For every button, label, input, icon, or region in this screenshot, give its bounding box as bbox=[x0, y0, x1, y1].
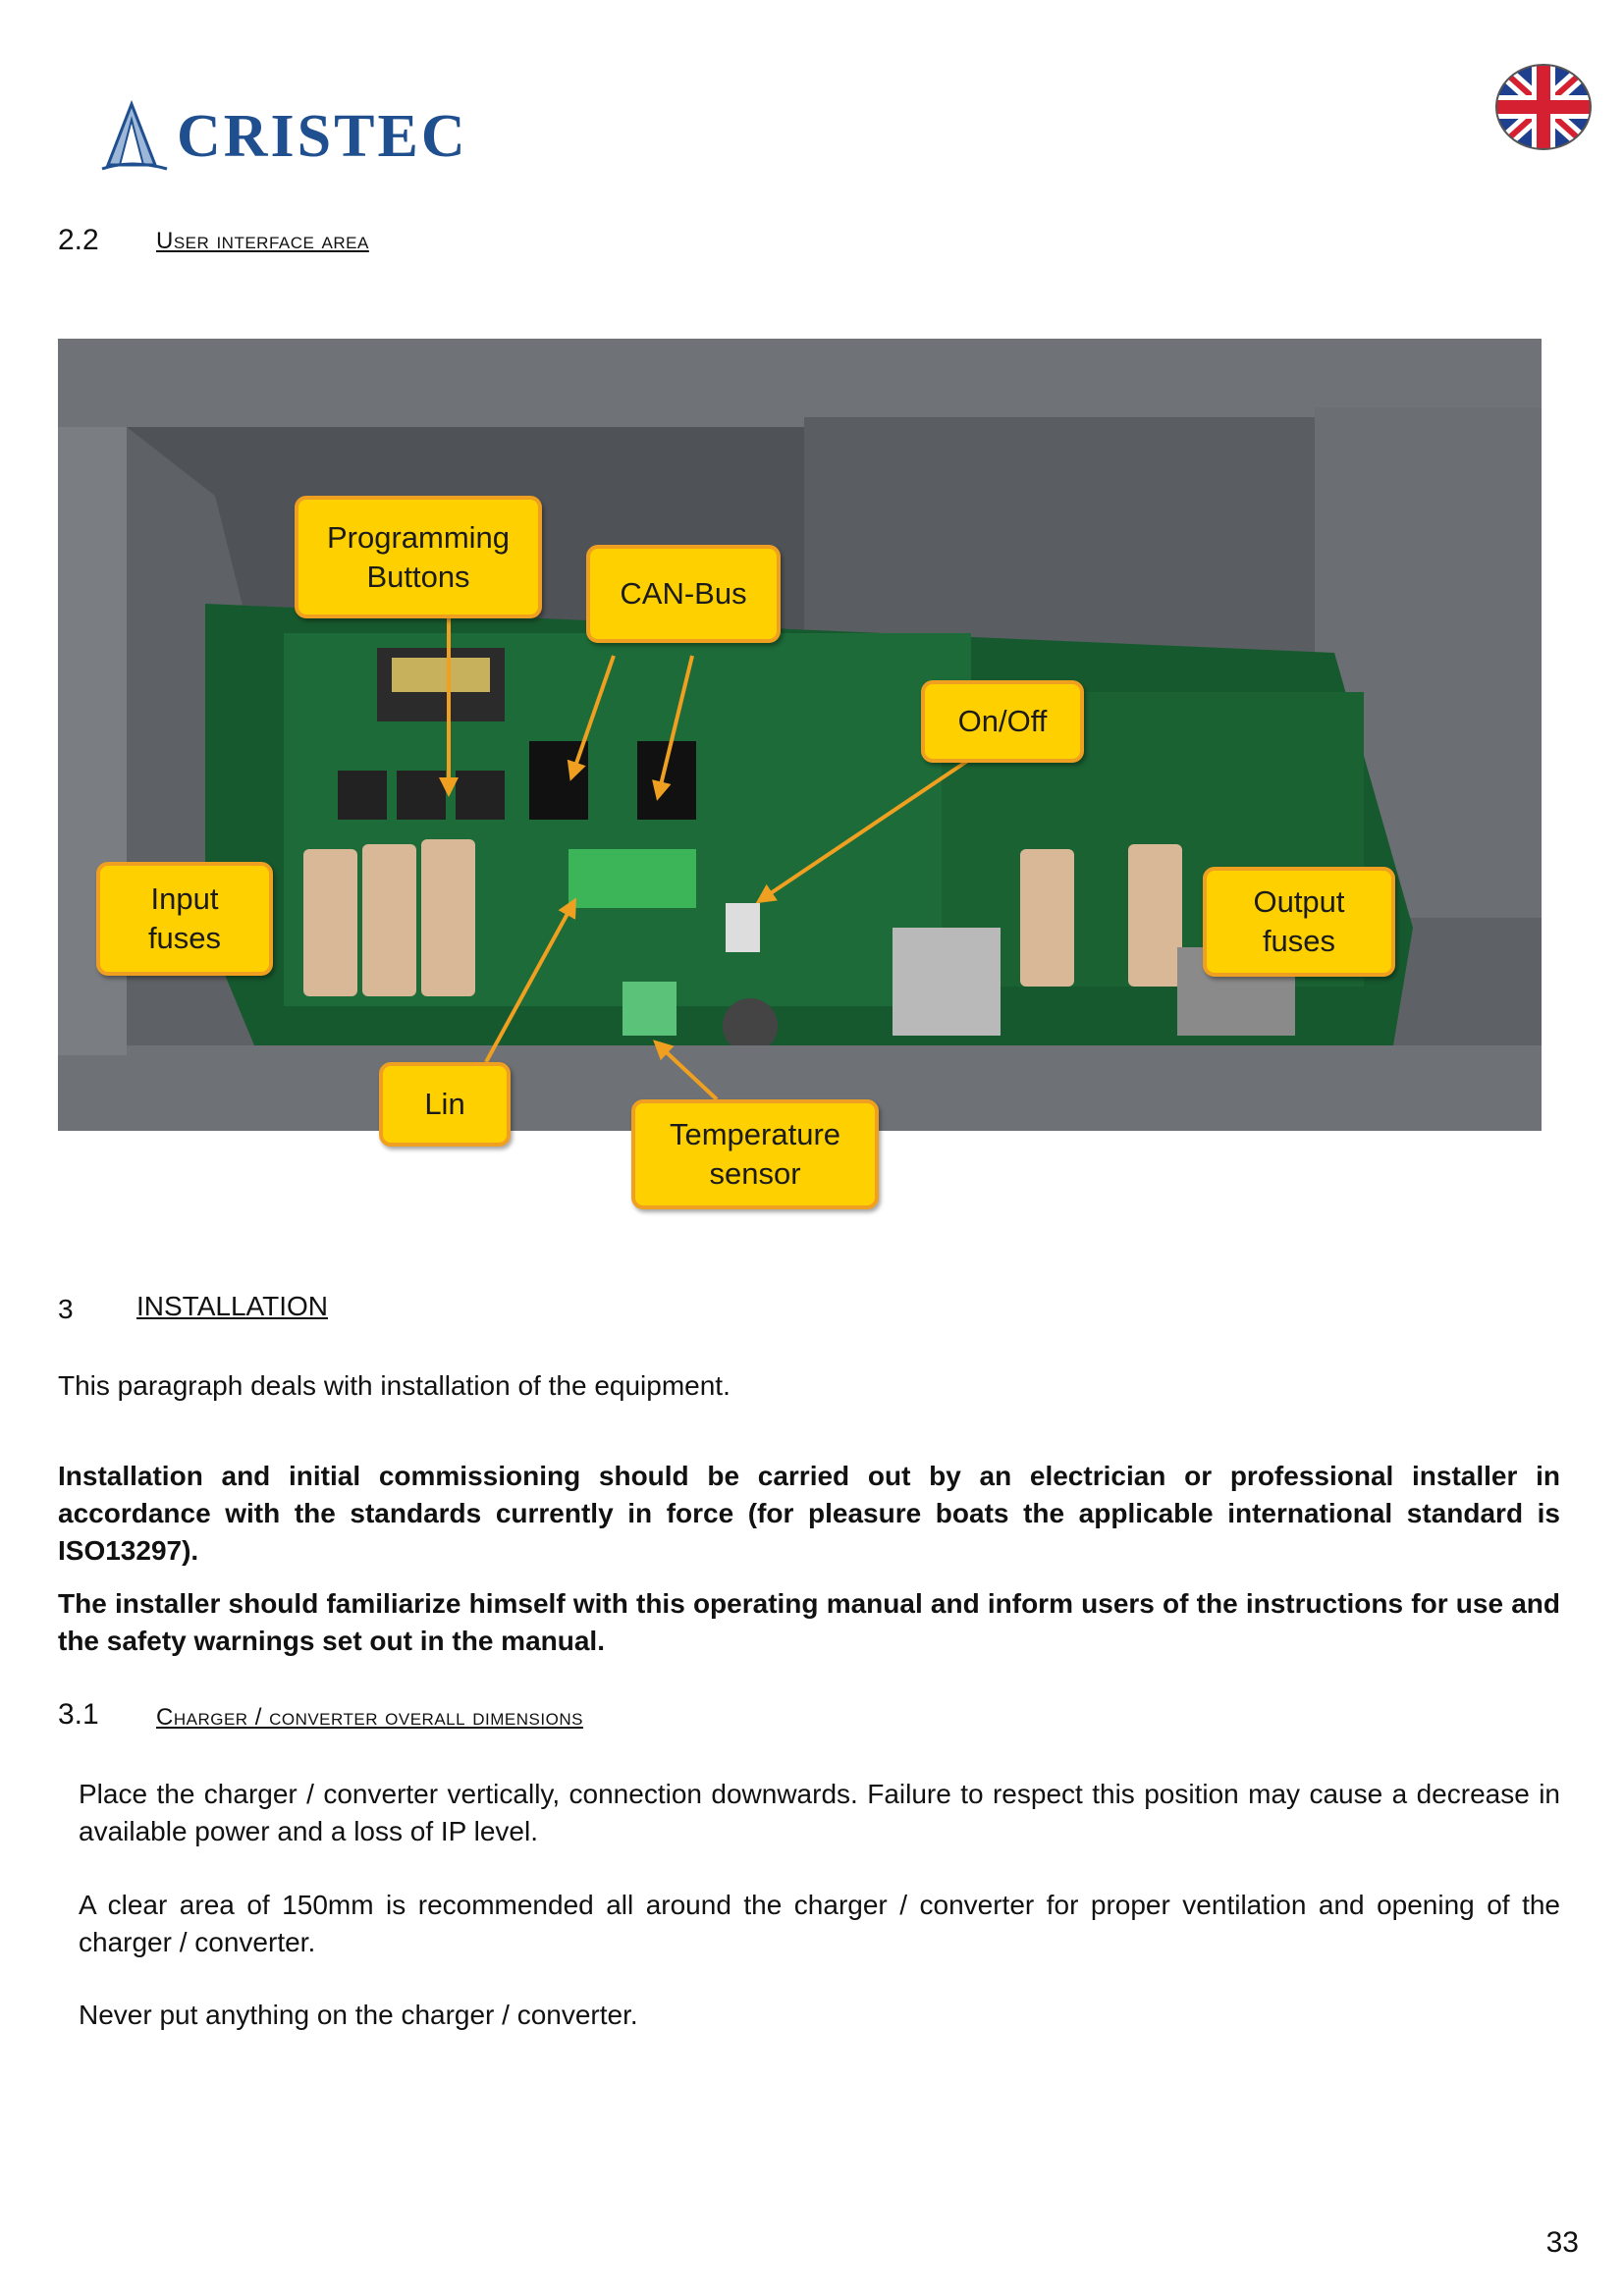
page-number: 33 bbox=[1545, 2226, 1579, 2259]
label-on-off: On/Off bbox=[921, 680, 1084, 763]
label-lin: Lin bbox=[379, 1062, 511, 1147]
section-title: Charger / converter overall dimensions bbox=[156, 1704, 583, 1731]
intro-paragraph: This paragraph deals with installation of the equipment. bbox=[58, 1370, 731, 1401]
label-can-bus: CAN-Bus bbox=[586, 545, 781, 643]
section-title: User interface area bbox=[156, 228, 369, 254]
warning-paragraph: Installation and initial commissioning should be carried out by an electrician or professional installer in accordance with the standards currently in force (for pleasure boats the applicable international standard is ISO13297). bbox=[58, 1461, 1560, 1566]
section-number: 3 bbox=[58, 1294, 74, 1324]
label-temperature-sensor: Temperature sensor bbox=[631, 1099, 879, 1209]
section-number: 3.1 bbox=[58, 1698, 99, 1731]
label-input-fuses: Input fuses bbox=[96, 862, 273, 976]
uk-flag-icon bbox=[1494, 63, 1593, 151]
body-paragraph: Place the charger / converter vertically, connection downwards. Failure to respect this position may cause a decrease in available power and a loss of IP level. bbox=[79, 1779, 1560, 1846]
section-number: 2.2 bbox=[58, 224, 99, 256]
label-programming-buttons: Programming Buttons bbox=[295, 496, 542, 618]
warning-paragraph: The installer should familiarize himself with this operating manual and inform users of the instructions for use and the safety warnings set out in the manual. bbox=[58, 1588, 1560, 1656]
section-title: INSTALLATION bbox=[136, 1291, 329, 1321]
board-photo bbox=[58, 339, 1542, 1131]
logo-text: CRISTEC bbox=[177, 103, 468, 170]
label-output-fuses: Output fuses bbox=[1203, 867, 1395, 977]
body-paragraph: Never put anything on the charger / converter. bbox=[79, 2000, 638, 2030]
body-paragraph: A clear area of 150mm is recommended all around the charger / converter for proper ventilation and opening of the charger / converter. bbox=[79, 1890, 1560, 1957]
